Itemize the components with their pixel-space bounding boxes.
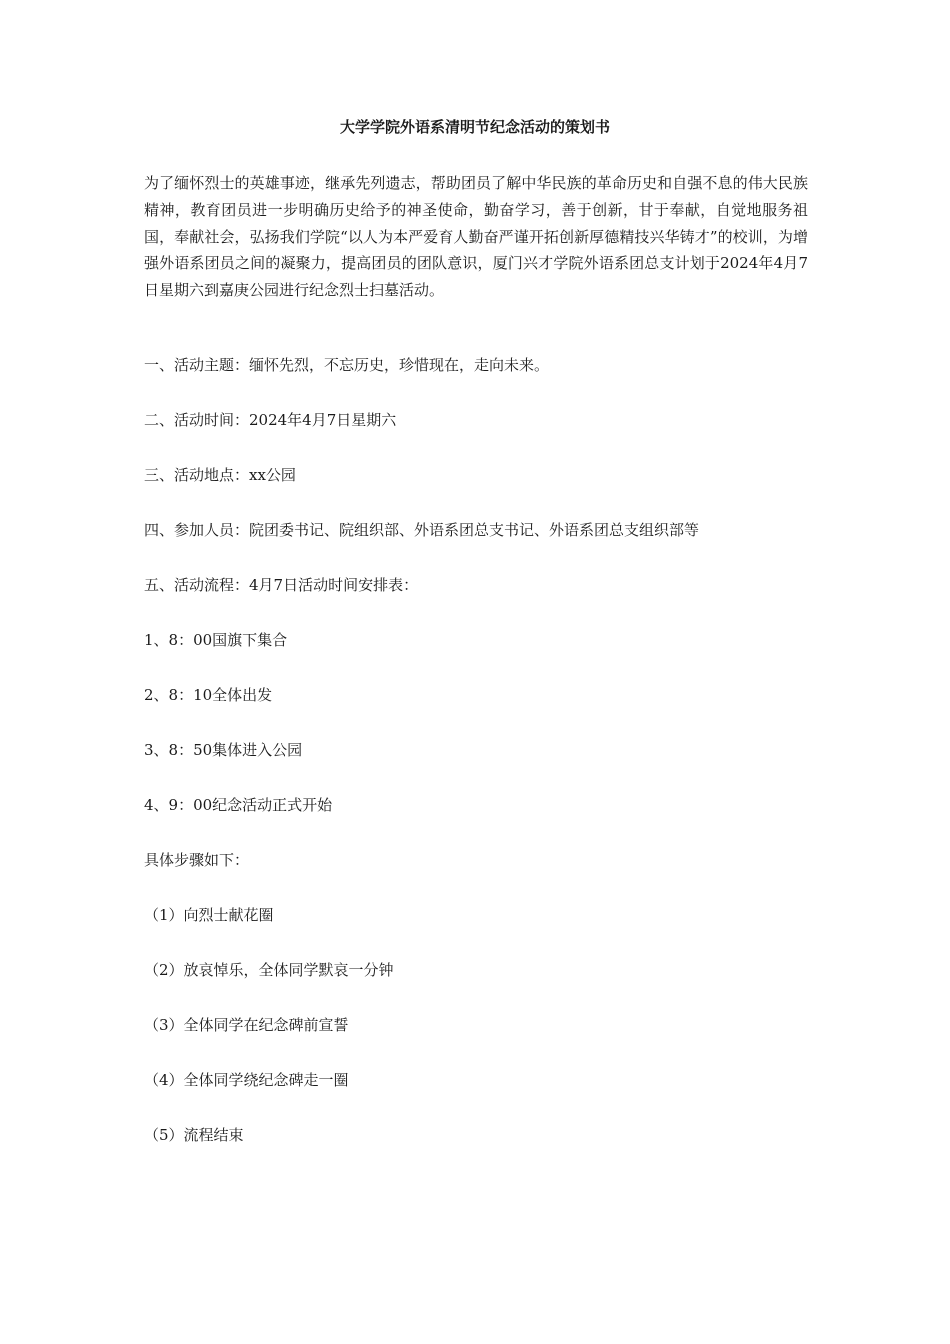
schedule-item: 3、8：50集体进入公园 bbox=[144, 741, 303, 759]
document-title: 大学学院外语系清明节纪念活动的策划书 bbox=[339, 118, 610, 136]
step-item: （1）向烈士献花圈 bbox=[144, 906, 274, 924]
step-item: （4）全体同学绕纪念碑走一圈 bbox=[144, 1071, 349, 1089]
schedule-item: 1、8：00国旗下集合 bbox=[144, 631, 288, 649]
step-item: （5）流程结束 bbox=[144, 1126, 244, 1144]
step-item: （2）放哀悼乐，全体同学默哀一分钟 bbox=[144, 961, 394, 979]
steps-heading: 具体步骤如下： bbox=[144, 851, 250, 869]
section-process: 五、活动流程：4月7日活动时间安排表： bbox=[144, 576, 419, 594]
section-time: 二、活动时间：2024年4月7日星期六 bbox=[144, 411, 397, 429]
section-place: 三、活动地点：xx公园 bbox=[144, 466, 296, 484]
schedule-item: 4、9：00纪念活动正式开始 bbox=[144, 796, 333, 814]
step-item: （3）全体同学在纪念碑前宣誓 bbox=[144, 1016, 349, 1034]
section-theme: 一、活动主题：缅怀先烈，不忘历史，珍惜现在，走向未来。 bbox=[144, 356, 550, 374]
section-participants: 四、参加人员：院团委书记、院组织部、外语系团总支书记、外语系团总支组织部等 bbox=[144, 521, 700, 539]
intro-paragraph: 为了缅怀烈士的英雄事迹，继承先列遗志，帮助团员了解中华民族的革命历史和自强不息的伟大民族精神，教育团员进一步明确历史给予的神圣使命，勤奋学习，善于创新，甘于奉献，自觉地服务祖国，奉献社会，弘扬我们学院“以人为本严爱育人勤奋严谨开拓创新厚德精技兴华铸才”的校训，为增强外语系团员之间的凝聚力，提高团员的团队意识，厦门兴才学院外语系团总支计划于2024年4月7日星期六到嘉庚公园进行纪念烈士扫墓活动。 bbox=[144, 174, 808, 300]
schedule-item: 2、8：10全体出发 bbox=[144, 686, 273, 704]
